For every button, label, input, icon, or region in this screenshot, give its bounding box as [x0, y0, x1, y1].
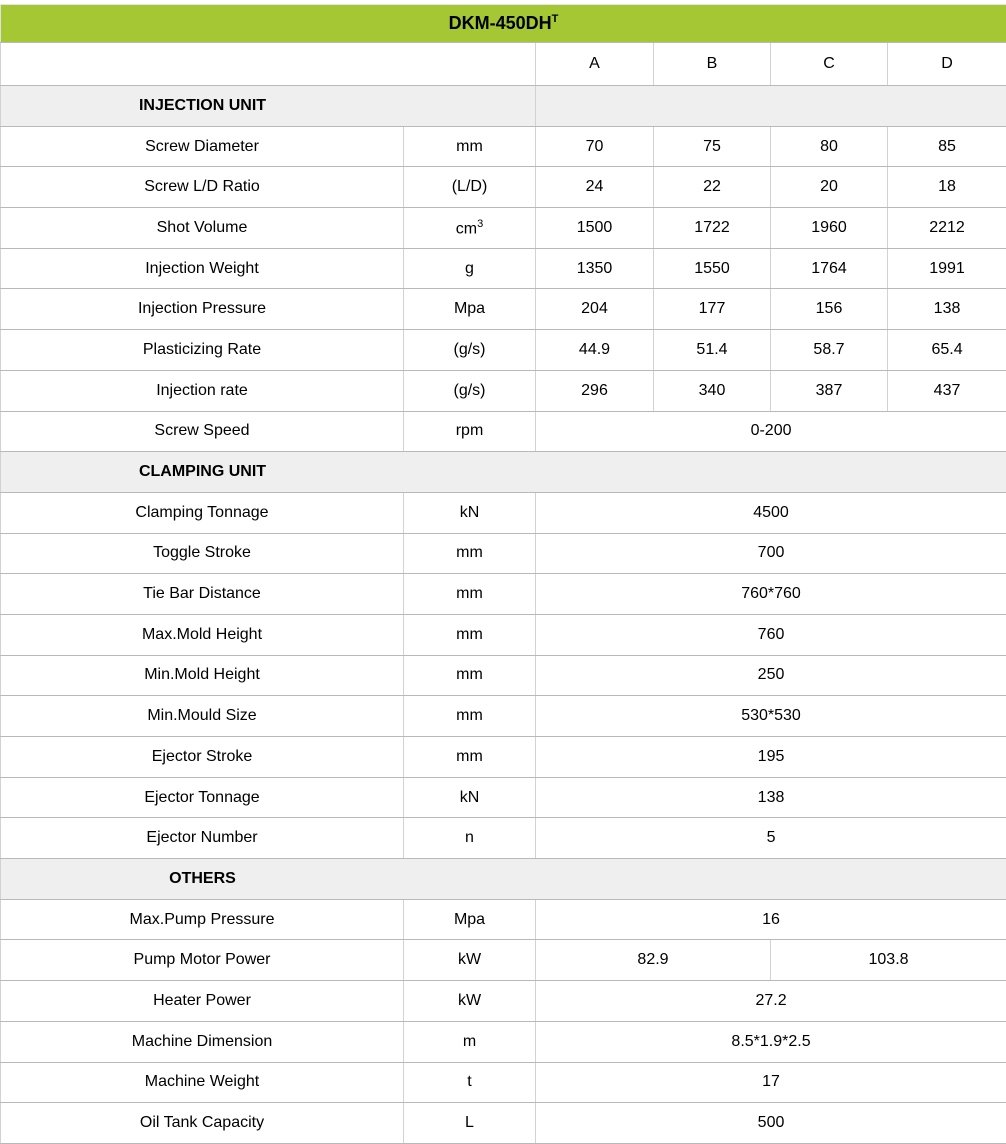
spec-row: [1, 655, 1006, 696]
row-label: Plasticizing Rate: [1, 330, 404, 371]
row-value: 1500: [536, 208, 654, 249]
row-value-span: 195: [536, 737, 1006, 778]
row-value-half: 103.8: [771, 940, 1006, 981]
row-value: 1960: [771, 208, 888, 249]
column-header-b: B: [654, 43, 771, 86]
row-unit: mm: [404, 574, 536, 615]
row-value: 1350: [536, 248, 654, 289]
row-value: 204: [536, 289, 654, 330]
spec-row: [1, 696, 1006, 737]
row-value: 340: [654, 370, 771, 411]
row-unit: m: [404, 1021, 536, 1062]
column-header-a: A: [536, 43, 654, 86]
row-unit: kW: [404, 981, 536, 1022]
row-value-span: 4500: [536, 492, 1006, 533]
row-value-span: 17: [536, 1062, 1006, 1103]
row-label: Ejector Stroke: [1, 737, 404, 778]
row-label: Screw Diameter: [1, 126, 404, 167]
row-value-span: 5: [536, 818, 1006, 859]
spec-row: [1, 533, 1006, 574]
row-value: 1764: [771, 248, 888, 289]
row-value: 80: [771, 126, 888, 167]
row-value: 387: [771, 370, 888, 411]
row-value: 75: [654, 126, 771, 167]
row-value: 2212: [888, 208, 1006, 249]
row-value-span: 0-200: [536, 411, 1006, 452]
section-title: CLAMPING UNIT: [1, 463, 404, 481]
spec-row: [1, 899, 1006, 940]
row-value: 138: [888, 289, 1006, 330]
spec-row: [1, 126, 1006, 167]
section-header-left: [1, 86, 536, 127]
spec-row: [1, 411, 1006, 452]
row-value: 156: [771, 289, 888, 330]
row-label: Injection rate: [1, 370, 404, 411]
spec-table: [0, 4, 1006, 1144]
row-value-span: 250: [536, 655, 1006, 696]
row-unit: (L/D): [404, 167, 536, 208]
section-header-row: [1, 859, 1006, 900]
row-unit: mm: [404, 737, 536, 778]
model-name: DKM-450DH: [449, 13, 552, 33]
spec-table-body: [1, 5, 1006, 1144]
row-label: Injection Pressure: [1, 289, 404, 330]
spec-row: [1, 777, 1006, 818]
spec-row: [1, 981, 1006, 1022]
row-label: Ejector Number: [1, 818, 404, 859]
row-unit: rpm: [404, 411, 536, 452]
section-header-full: [1, 452, 1006, 493]
row-unit: kW: [404, 940, 536, 981]
row-value: 70: [536, 126, 654, 167]
spec-row: [1, 1021, 1006, 1062]
row-value: 22: [654, 167, 771, 208]
spec-row: [1, 208, 1006, 249]
row-unit: (g/s): [404, 330, 536, 371]
row-unit: n: [404, 818, 536, 859]
column-header-c: C: [771, 43, 888, 86]
row-unit: mm: [404, 533, 536, 574]
row-label: Min.Mold Height: [1, 655, 404, 696]
row-value: 18: [888, 167, 1006, 208]
row-value: 296: [536, 370, 654, 411]
row-value: 1722: [654, 208, 771, 249]
spec-row: [1, 289, 1006, 330]
row-label: Heater Power: [1, 981, 404, 1022]
row-value: 177: [654, 289, 771, 330]
row-label: Machine Dimension: [1, 1021, 404, 1062]
model-superscript: T: [552, 13, 559, 25]
section-header-full: [1, 859, 1006, 900]
row-unit: mm: [404, 614, 536, 655]
row-value-span: 700: [536, 533, 1006, 574]
section-header-right: [536, 86, 1006, 127]
row-label: Tie Bar Distance: [1, 574, 404, 615]
row-value-span: 16: [536, 899, 1006, 940]
row-value: 65.4: [888, 330, 1006, 371]
row-unit: kN: [404, 492, 536, 533]
row-unit: Mpa: [404, 899, 536, 940]
row-value-span: 27.2: [536, 981, 1006, 1022]
unit-superscript: 3: [477, 218, 483, 230]
row-label: Pump Motor Power: [1, 940, 404, 981]
row-label: Screw Speed: [1, 411, 404, 452]
row-value-span: 8.5*1.9*2.5: [536, 1021, 1006, 1062]
row-unit: g: [404, 248, 536, 289]
spec-row: [1, 167, 1006, 208]
spec-row: [1, 940, 1006, 981]
row-unit: Mpa: [404, 289, 536, 330]
row-label: Oil Tank Capacity: [1, 1103, 404, 1144]
row-label: Screw L/D Ratio: [1, 167, 404, 208]
row-label: Toggle Stroke: [1, 533, 404, 574]
spec-row: [1, 248, 1006, 289]
column-header-row: [1, 43, 1006, 86]
row-value-span: 530*530: [536, 696, 1006, 737]
row-label: Shot Volume: [1, 208, 404, 249]
row-value-span: 500: [536, 1103, 1006, 1144]
row-unit: t: [404, 1062, 536, 1103]
model-title-row: [1, 5, 1006, 43]
spec-row: [1, 818, 1006, 859]
column-header-empty: [1, 43, 536, 86]
row-unit: kN: [404, 777, 536, 818]
row-unit: $cm^3$: [404, 208, 536, 249]
row-value: 44.9: [536, 330, 654, 371]
row-unit: (g/s): [404, 370, 536, 411]
row-value: 24: [536, 167, 654, 208]
row-value-span: 760*760: [536, 574, 1006, 615]
row-value: 1550: [654, 248, 771, 289]
row-label: Clamping Tonnage: [1, 492, 404, 533]
spec-row: [1, 737, 1006, 778]
row-unit: mm: [404, 655, 536, 696]
spec-row: [1, 330, 1006, 371]
spec-row: [1, 370, 1006, 411]
section-header-row: [1, 86, 1006, 127]
row-value-span: 138: [536, 777, 1006, 818]
column-header-d: D: [888, 43, 1006, 86]
row-value: 85: [888, 126, 1006, 167]
section-title: OTHERS: [1, 870, 404, 888]
row-value: 1991: [888, 248, 1006, 289]
spec-row: [1, 574, 1006, 615]
row-label: Machine Weight: [1, 1062, 404, 1103]
row-label: Ejector Tonnage: [1, 777, 404, 818]
row-value-half: 82.9: [536, 940, 771, 981]
row-value-span: 760: [536, 614, 1006, 655]
section-header-row: [1, 452, 1006, 493]
section-title: INJECTION UNIT: [1, 97, 404, 115]
row-value: 437: [888, 370, 1006, 411]
row-label: Max.Pump Pressure: [1, 899, 404, 940]
spec-row: [1, 1103, 1006, 1144]
spec-row: [1, 614, 1006, 655]
model-title: [1, 5, 1006, 43]
row-label: Max.Mold Height: [1, 614, 404, 655]
row-unit: mm: [404, 126, 536, 167]
row-label: Min.Mould Size: [1, 696, 404, 737]
row-value: 51.4: [654, 330, 771, 371]
row-unit: L: [404, 1103, 536, 1144]
row-label: Injection Weight: [1, 248, 404, 289]
row-value: 58.7: [771, 330, 888, 371]
row-unit: mm: [404, 696, 536, 737]
spec-row: [1, 492, 1006, 533]
spec-row: [1, 1062, 1006, 1103]
row-value: 20: [771, 167, 888, 208]
